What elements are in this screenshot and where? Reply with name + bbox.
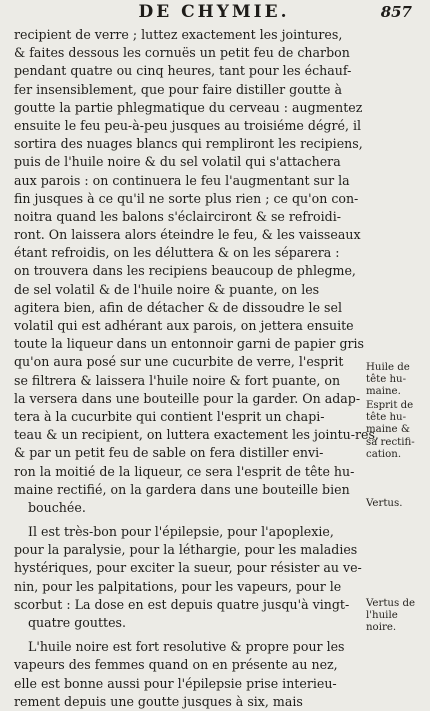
margin-note-line: cation.	[366, 448, 402, 460]
text-line: rement depuis une goutte jusques à six, mais	[14, 693, 303, 709]
text-line: qu'on aura posé sur une cucurbite de verre, l'esprit	[14, 354, 344, 370]
text-line: noitra quand les balons s'éclairciront & se refroidi-	[14, 208, 341, 224]
text-line: maine rectifié, on la gardera dans une bouteille bien	[14, 481, 350, 497]
margin-note-line: Vertus.	[366, 498, 403, 509]
text-line: puis de l'huile noire & du sel volatil qui s'attachera	[14, 154, 341, 170]
margin-note-line: l'huile	[366, 610, 398, 622]
text-line: quatre gouttes.	[28, 615, 127, 630]
running-head: DE CHYMIE.	[138, 2, 290, 22]
body-text	[14, 26, 379, 711]
margin-note-line: maine &	[366, 424, 410, 436]
page-number: 857	[380, 3, 412, 21]
margin-note-line: noire.	[366, 622, 397, 634]
margin-note-line: Esprit de	[366, 400, 414, 411]
text-line: nin, pour les palpitations, pour les vapeurs, pour le	[14, 578, 342, 594]
text-line: pendant quatre ou cinq heures, tant pour les échauf-	[14, 63, 352, 79]
text-line: hystériques, pour exciter la sueur, pour résister au ve-	[14, 560, 362, 576]
text-line: ensuite le feu peu-à-peu jusques au troisiéme dégré, il	[14, 117, 362, 133]
margin-note-esprit	[366, 400, 430, 461]
text-line: L'huile noire est fort resolutive & propre pour les	[28, 639, 345, 655]
margin-note-line: Vertus de	[366, 598, 415, 609]
text-line: vapeurs des femmes quand on en présente au nez,	[14, 657, 338, 673]
text-line: fin jusques à ce qu'il ne sorte plus rien ; ce qu'on con-	[14, 190, 359, 206]
text-line: ront. On laissera alors éteindre le feu, & les vaisseaux	[14, 227, 361, 243]
text-line: recipient de verre ; luttez exactement les jointures,	[14, 27, 343, 42]
text-line: scorbut : La dose en est depuis quatre jusqu'à vingt-	[14, 596, 350, 612]
margin-notes	[366, 0, 430, 678]
margin-note-vertus	[366, 498, 430, 510]
text-line: tera à la cucurbite qui contient l'esprit un chapi-	[14, 408, 325, 424]
text-line: & faites dessous les cornuës un petit feu de charbon	[14, 45, 350, 61]
text-line: & par un petit feu de sable on fera distiller envi-	[14, 445, 324, 461]
margin-note-line: Huile de	[366, 362, 410, 373]
text-line: goutte la partie phlegmatique du cerveau : augmentez	[14, 99, 363, 115]
text-line: bouchée.	[28, 499, 86, 515]
text-line: de sel volatil & de l'huile noire & puante, on les	[14, 281, 320, 297]
margin-note-line: tête hu-	[366, 374, 407, 386]
text-line: volatil qui est adhérant aux parois, on jettera ensuite	[14, 318, 354, 333]
text-line: la versera dans une bouteille pour la garder. On adap-	[14, 390, 361, 406]
text-line: agitera bien, afin de détacher & de dissoudre le sel	[14, 299, 342, 315]
text-line: on trouvera dans les recipiens beaucoup de phlegme,	[14, 263, 356, 279]
text-line: sortira des nuages blancs qui rempliront les recipiens,	[14, 136, 363, 152]
text-line: elle est bonne aussi pour l'épilepsie prise interieu-	[14, 675, 337, 691]
text-line: pour la paralysie, pour la léthargie, pour les maladies	[14, 542, 358, 558]
text-line: étant refroidis, on les déluttera & on les séparera :	[14, 245, 340, 261]
margin-note-line: maine.	[366, 386, 401, 398]
text-line: teau & un recipient, on luttera exactement les jointu-res,	[14, 427, 379, 443]
text-line: se filtrera & laissera l'huile noire & fort puante, on	[14, 372, 341, 388]
text-line: Il est très-bon pour l'épilepsie, pour l'apoplexie,	[28, 524, 334, 540]
text-line: fer insensiblement, que pour faire distiller goutte à	[14, 81, 343, 97]
text-line: toute la liqueur dans un entonnoir garni de papier gris	[14, 336, 365, 352]
margin-note-line: tête hu-	[366, 412, 407, 424]
margin-note-line: sa rectifi-	[366, 436, 415, 448]
text-line: aux parois : on continuera le feu l'augmentant sur la	[14, 172, 350, 188]
text-line: ron la moitié de la liqueur, ce sera l'esprit de tête hu-	[14, 463, 355, 479]
margin-note-vertus-huile	[366, 598, 430, 635]
margin-note-huile	[366, 362, 430, 399]
